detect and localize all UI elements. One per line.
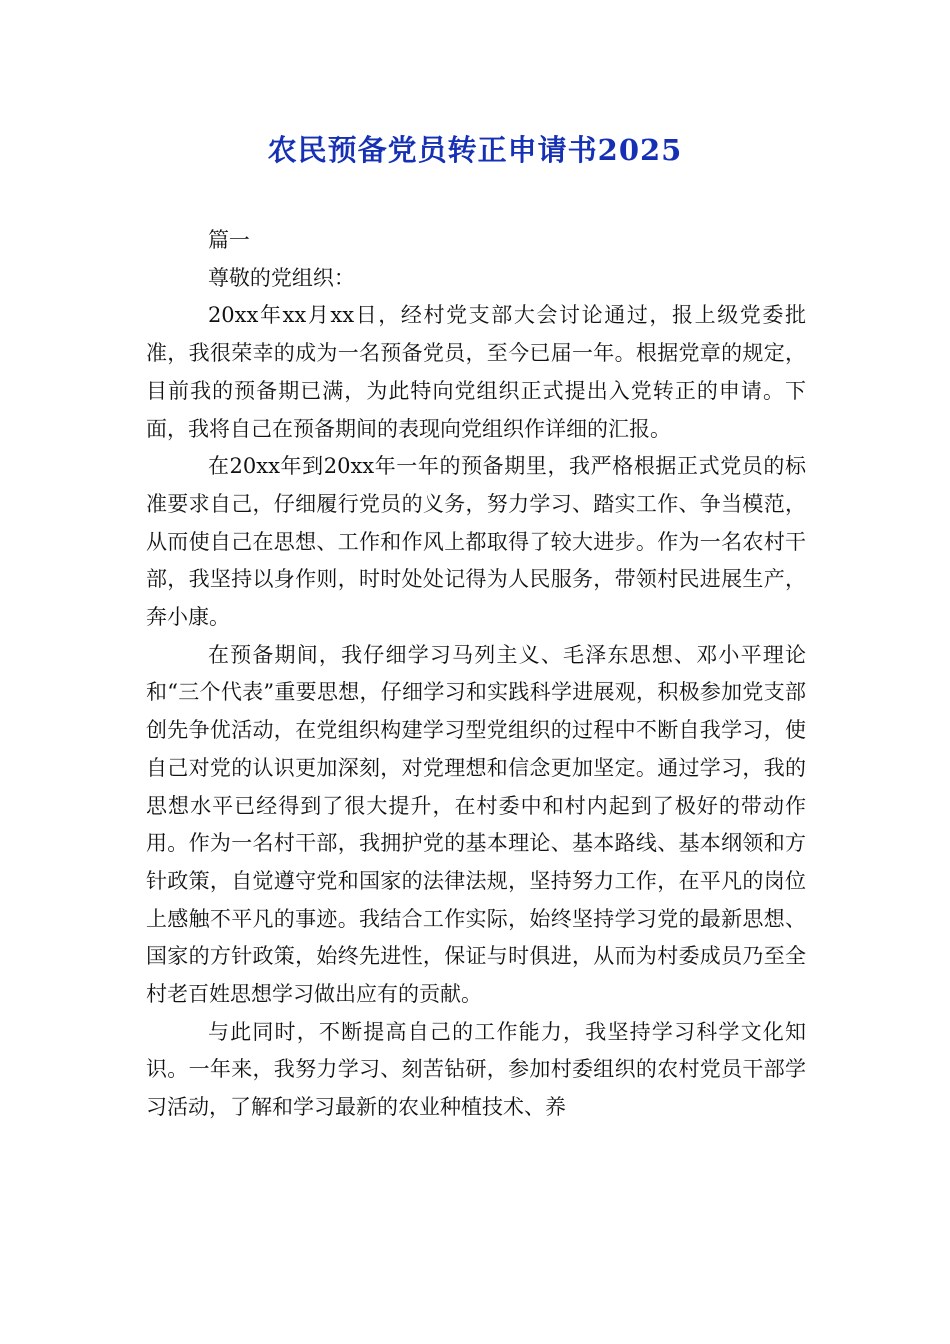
body-paragraph: 与此同时，不断提高自己的工作能力，我坚持学习科学文化知识。一年来，我努力学习、刻苦钻研，参加村委组织的农村党员干部学习活动，了解和学习最新的农业种植技术、养 [146,1019,806,1120]
body-paragraph: 在预备期间，我仔细学习马列主义、毛泽东思想、邓小平理论和“三个代表”重要思想，仔细学习和实践科学进展观，积极参加党支部创先争优活动，在党组织构建学习型党组织的过程中不断自我学习，使自己对党的认识更加深刻，对党理想和信念更加坚定。通过学习，我的思想水平已经得到了很大提升，在村委中和村内起到了极好的带动作用。作为一名村干部，我拥护党的基本理论、基本路线、基本纲领和方针政策，自觉遵守党和国家的法律法规，坚持努力工作，在平凡的岗位上感触不平凡的事迹。我结合工作实际，始终坚持学习党的最新思想、国家的方针政策，始终先进性，保证与时俱进，从而为村委成员乃至全村老百姓思想学习做出应有的贡献。 [146,642,806,1007]
body-paragraph: 20xx年xx月xx日，经村党支部大会讨论通过，报上级党委批准，我很荣幸的成为一名预备党员，至今已届一年。根据党章的规定，目前我的预备期已满，为此特向党组织正式提出入党转正的申请。下面，我将自己在预备期间的表现向党组织作详细的汇报。 [146,303,806,441]
body-paragraph: 在20xx年到20xx年一年的预备期里，我严格根据正式党员的标准要求自己，仔细履行党员的义务，努力学习、踏实工作、争当模范，从而使自己在思想、工作和作风上都取得了较大进步。作为一名农村干部，我坚持以身作则，时时处处记得为人民服务，带领村民进展生产，奔小康。 [146,454,806,630]
document-title: 农民预备党员转正申请书2025 [267,133,683,167]
salutation: 尊敬的党组织： [207,265,355,290]
section-heading: 篇一 [207,228,250,252]
document-body [146,222,806,1127]
